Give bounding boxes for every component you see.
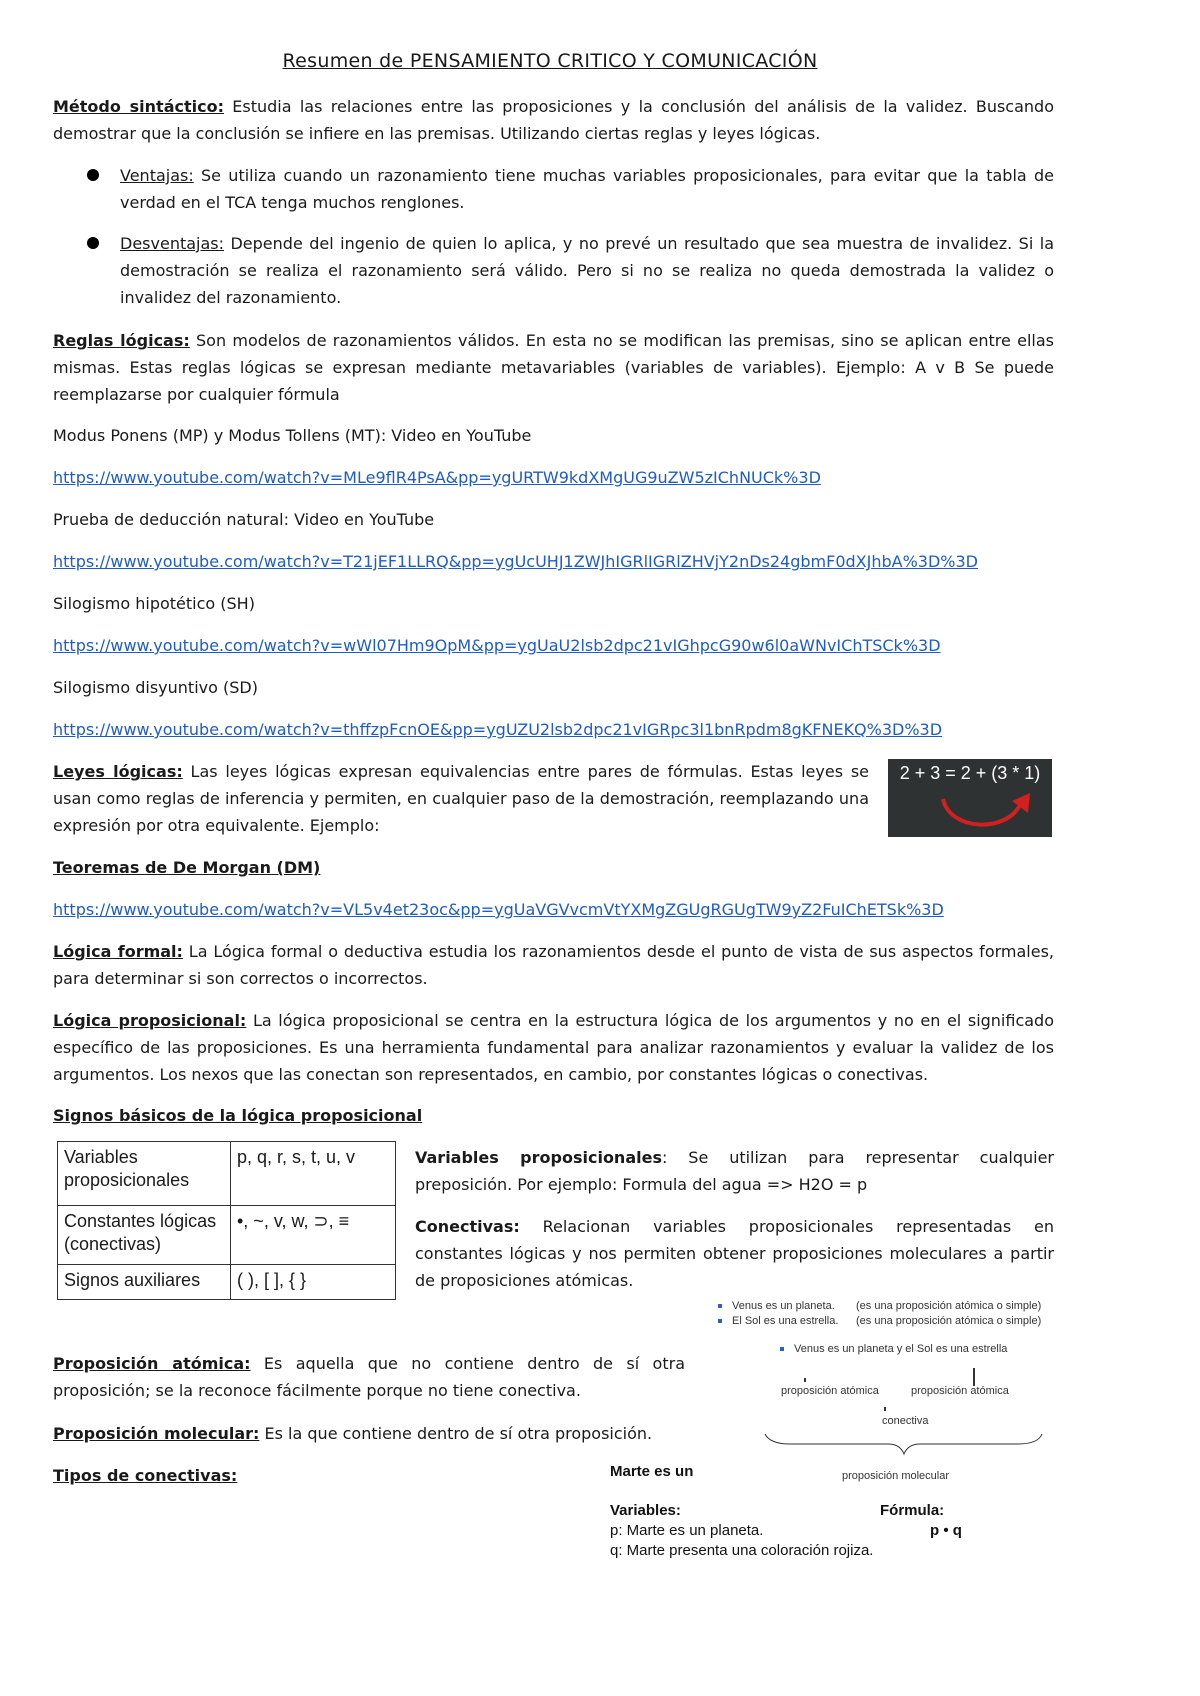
table-cell: ( ), [ ], { } [231,1265,396,1300]
diagram-brackets [760,1360,1050,1460]
example-equation: 2 + 3 = 2 + (3 * 1) [899,763,1041,783]
atomica-text: Es aquella que no contiene dentro de sí otra proposición; se la reconoce fácilmente porque no tiene conectiva. [53,1354,685,1400]
formal-text: La Lógica formal o deductiva estudia los razonamientos desde el punto de vista de sus aspectos formales, para determinar si son correctos o incorrectos. [53,942,1055,988]
diagram-note: (es una proposición atómica o simple) [856,1300,1042,1312]
ventajas-text: Se utiliza cuando un razonamiento tiene muchas variables proposicionales, para evitar que la tabla de verdad en el TCA tenga muchos renglones. [120,166,1054,212]
diagram-label-bottom: proposición molecular [842,1470,949,1482]
reglas-text: Son modelos de razonamientos válidos. En esta no se modifican las premisas, sino se aplican entre ellas mismas. Estas reglas lógicas se expresan mediante metavariables (variables de variables). Ejemplo: A v B Se puede reemplazarse por cualquier fórmula [53,331,1054,404]
molecular-label: Proposición molecular: [53,1424,260,1443]
video-link[interactable]: https://www.youtube.com/watch?v=wWl07Hm9OpM&pp=ygUaU2lsb2dpc21vIGhpcG90w6l0aWNvIChTSCk%3D [53,636,941,655]
formal-label: Lógica formal: [53,942,183,961]
diagram-item: El Sol es una estrella. [718,1315,838,1327]
desventajas-text: Depende del ingenio de quien lo aplica, y no prevé un resultado que sea muestra de invalidez. Si la demostración se realiza el razonamiento será válido. Pero si no se realiza no queda demostrada la validez o invalidez del razonamiento. [120,234,1054,307]
video-caption: Prueba de deducción natural: Video en YouTube [53,510,435,529]
signos-heading [53,1102,1054,1129]
proposicional-label: Lógica proposicional: [53,1011,247,1030]
tipos-heading [53,1462,1054,1489]
ventajas-paragraph [120,162,1054,216]
table-row [58,1206,396,1265]
conectivas-text: Relacionan variables proposicionales representadas en constantes lógicas y nos permiten obtener proposiciones moleculares a partir de proposiciones atómicas. [415,1217,1054,1290]
metodo-paragraph [53,93,1054,147]
proposicional-paragraph [53,1007,1054,1088]
video-link[interactable]: https://www.youtube.com/watch?v=T21jEF1LLRQ&pp=ygUcUHJ1ZWJhIGRlIGRlZHVjY2nDs24gbmF0dXJhbA%3D%3D [53,552,978,571]
table-cell: Constantes lógicas (conectivas) [58,1206,231,1265]
table-cell: Variables proposicionales [58,1142,231,1206]
metodo-text: Estudia las relaciones entre las proposiciones y la conclusión del análisis de la validez. Buscando demostrar que la conclusión se infiere en las premisas. Utilizando ciertas reglas y leyes lógicas. [53,97,1054,143]
diagram-label-mid: conectiva [882,1415,929,1427]
reglas-paragraph [53,327,1054,408]
demorgan-label: Teoremas de De Morgan (DM) [53,858,321,877]
table-cell: •, ~, v, w, ⊃, ≡ [231,1206,396,1265]
video-caption: Modus Ponens (MP) y Modus Tollens (MT): Video en YouTube [53,426,532,445]
leyes-text: Las leyes lógicas expresan equivalencias entre pares de fórmulas. Estas leyes se usan como reglas de inferencia y permiten, en cualquier paso de la demostración, reemplazando una expresión por otra equivalente. Ejemplo: [53,762,869,835]
curved-arrow-icon [888,759,1052,837]
example-q-line: q: Marte presenta una coloración rojiza. [610,1542,874,1559]
signos-table [57,1141,396,1300]
conectivas-label: Conectivas: [415,1217,520,1236]
leyes-label: Leyes lógicas: [53,762,183,781]
diagram-label-left: proposición atómica [781,1385,879,1397]
conectivas-paragraph [415,1213,1054,1294]
video-link[interactable]: https://www.youtube.com/watch?v=MLe9flR4PsA&pp=ygURTW9kdXMgUG9uZW5zIChNUCk%3D [53,468,821,487]
diagram-label-right: proposición atómica [911,1385,1009,1397]
table-cell: Signos auxiliares [58,1265,231,1300]
atomica-label: Proposición atómica: [53,1354,251,1373]
demorgan-heading [53,854,1054,881]
signos-label: Signos básicos de la lógica proposicional [53,1106,423,1125]
atomica-paragraph [53,1350,685,1404]
metodo-label: Método sintáctico: [53,97,224,116]
diagram-note: (es una proposición atómica o simple) [856,1315,1042,1327]
tipos-label: Tipos de conectivas: [53,1466,238,1485]
example-formula-label: Fórmula: [880,1502,945,1519]
molecular-text: Es la que contiene dentro de sí otra proposición. [259,1424,653,1443]
reglas-label: Reglas lógicas: [53,331,190,350]
molecular-paragraph [53,1420,693,1447]
variables-label: Variables proposicionales [415,1148,662,1167]
table-cell: p, q, r, s, t, u, v [231,1142,396,1206]
variables-paragraph [415,1144,1054,1198]
bullet-icon [87,169,99,181]
leyes-example-image [888,759,1052,837]
formal-paragraph [53,938,1054,992]
example-head: Marte es un [610,1463,694,1480]
desventajas-label: Desventajas: [120,234,225,253]
video-caption: Silogismo hipotético (SH) [53,594,255,613]
variables-text: : Se utilizan para representar cualquier preposición. Por ejemplo: Formula del agua => H2O = p [415,1148,1054,1194]
bullet-icon [87,237,99,249]
table-row [58,1265,396,1300]
diagram-item: Venus es un planeta. [718,1300,835,1312]
example-vars-label: Variables: [610,1502,681,1519]
demorgan-link[interactable]: https://www.youtube.com/watch?v=VL5v4et23oc&pp=ygUaVGVvcmVtYXMgZGUgRGUgTW9yZ2FuIChETSk%3D [53,900,944,919]
document-title: Resumen de PENSAMIENTO CRITICO Y COMUNICACIÓN [282,50,818,72]
video-link[interactable]: https://www.youtube.com/watch?v=thffzpFcnOE&pp=ygUZU2lsb2dpc21vIGRpc3l1bnRpdm8gKFNEKQ%3D%3D [53,720,943,739]
diagram-item: Venus es un planeta y el Sol es una estrella [780,1343,1007,1355]
example-p-line: p: Marte es un planeta. [610,1522,764,1539]
ventajas-label: Ventajas: [120,166,194,185]
leyes-paragraph [53,758,869,839]
video-caption: Silogismo disyuntivo (SD) [53,678,258,697]
example-formula: p • q [930,1522,962,1539]
desventajas-paragraph [120,230,1054,311]
proposicional-text: La lógica proposicional se centra en la estructura lógica de los argumentos y no en el significado específico de las proposiciones. Es una herramienta fundamental para analizar razonamientos y evaluar la validez de los argumentos. Los nexos que las conectan son representados, en cambio, por constantes lógicas o conectivas. [53,1011,1055,1084]
table-row [58,1142,396,1206]
